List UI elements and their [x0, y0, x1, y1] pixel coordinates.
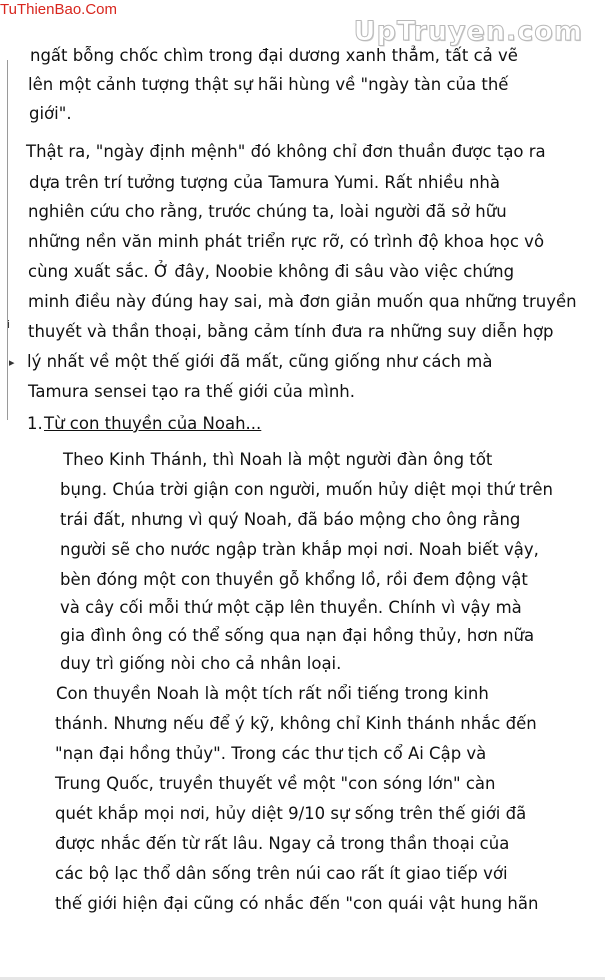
text-line: Trung Quốc, truyền thuyết về một "con sóng lớn" càn	[55, 774, 496, 793]
text-line: ngất bỗng chốc chìm trong đại dương xanh thẳm, tất cả vẽ	[30, 46, 518, 65]
text-line: bụng. Chúa trời giận con người, muốn hủy diệt mọi thứ trên	[60, 480, 553, 499]
text-line: Con thuyền Noah là một tích rất nổi tiếng trong kinh	[56, 684, 489, 703]
text-line: Theo Kinh Thánh, thì Noah là một người đàn ông tốt	[63, 450, 493, 469]
text-line: duy trì giống nòi cho cả nhân loại.	[60, 654, 342, 673]
text-line: lý nhất về một thế giới đã mất, cũng giống như cách mà	[27, 352, 493, 371]
text-line: được nhắc đến từ rất lâu. Ngay cả trong thần thoại của	[55, 834, 510, 853]
watermark-site-right: UpTruyen.com	[353, 16, 583, 47]
text-line: bèn đóng một con thuyền gỗ khổng lồ, rồi đem động vật	[60, 570, 528, 589]
text-line: quét khắp mọi nơi, hủy diệt 9/10 sự sống trên thế giới đã	[55, 804, 527, 823]
text-line: thánh. Nhưng nếu để ý kỹ, không chỉ Kinh thánh nhắc đến	[55, 714, 537, 733]
text-line: những nền văn minh phát triển rực rỡ, có trình độ khoa học vô	[28, 232, 545, 251]
margin-arrow-mark: ▸	[9, 356, 15, 369]
text-line: Thật ra, "ngày định mệnh" đó không chỉ đơn thuần được tạo ra	[26, 142, 546, 161]
text-line: minh điều này đúng hay sai, mà đơn giản muốn qua những truyền	[28, 292, 577, 311]
text-line: nghiên cứu cho rằng, trước chúng ta, loài người đã sở hữu	[28, 202, 507, 221]
text-line: trái đất, nhưng vì quý Noah, đã báo mộng cho ông rằng	[60, 510, 521, 529]
text-line: người sẽ cho nước ngập tràn khắp mọi nơi. Noah biết vậy,	[60, 540, 539, 559]
text-line: thế giới hiện đại cũng có nhắc đến "con quái vật hung hãn	[55, 894, 539, 913]
section-heading: Từ con thuyền của Noah...	[44, 414, 262, 433]
text-line: cùng xuất sắc. Ở đây, Noobie không đi sâu vào việc chứng	[28, 262, 515, 281]
text-line: Tamura sensei tạo ra thế giới của mình.	[28, 382, 355, 401]
text-line: "nạn đại hồng thủy". Trong các thư tịch cổ Ai Cập và	[55, 744, 487, 763]
text-line: dựa trên trí tưởng tượng của Tamura Yumi. Rất nhiều nhà	[29, 173, 500, 192]
text-line: lên một cảnh tượng thật sự hãi hùng về "ngày tàn của thế	[28, 75, 509, 94]
section-number: 1.	[27, 414, 43, 433]
text-line: và cây cối mỗi thứ một cặp lên thuyền. Chính vì vậy mà	[60, 598, 522, 617]
watermark-site-left: TuThienBao.Com	[0, 1, 117, 18]
text-line: thuyết và thần thoại, bằng cảm tính đưa ra những suy diễn hợp	[28, 322, 554, 341]
text-line: giới".	[29, 104, 72, 123]
margin-mark: i	[7, 318, 11, 331]
text-line: gia đình ông có thể sống qua nạn đại hồng thủy, hơn nữa	[60, 626, 535, 645]
text-line: các bộ lạc thổ dân sống trên núi cao rất ít giao tiếp với	[55, 864, 508, 883]
